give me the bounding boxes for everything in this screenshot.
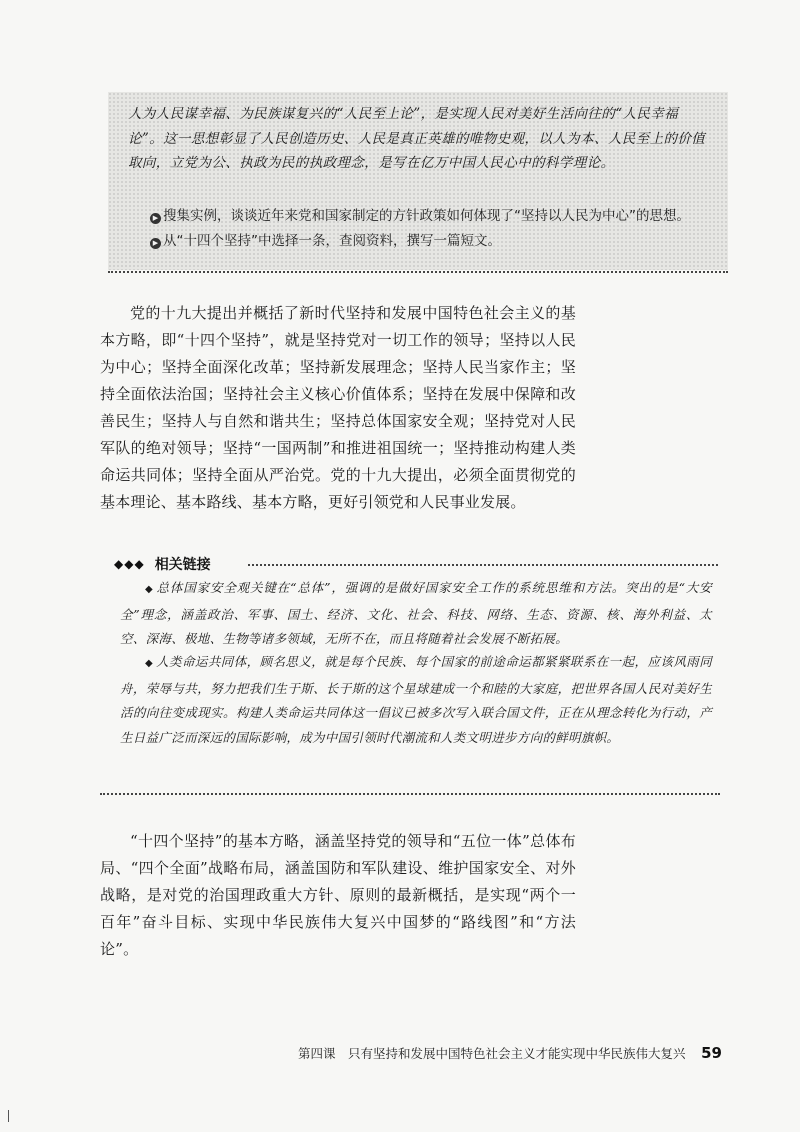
related-link-text: 人类命运共同体，顾名思义，就是每个民族、每个国家的前途命运都紧紧联系在一起，应该风雨同舟，荣辱与共，努力把我们生于斯、长于斯的这个星球建成一个和睦的大家庭，把世界各国人民对美好生活的向往变成现实。构建人类命运共同体这一倡议已被多次写入联合国文件，正在从理念转化为行动，产生日益广泛而深远的国际影响，成为中国引领时代潮流和人类文明进步方向的鲜明旗帜。 bbox=[120, 654, 712, 745]
page-number: 59 bbox=[701, 1044, 722, 1062]
second-paragraph: “十四个坚持”的基本方略，涵盖坚持党的领导和“五位一体”总体布局、“四个全面”战略布局，涵盖国防和军队建设、维护国家安全、对外战略，是对党的治国理政重大方针、原则的最新概括，是实现“两个一百年”奋斗目标、实现中华民族伟大复兴中国梦的“路线图”和“方法论”。 bbox=[100, 832, 576, 958]
discussion-box-text: 人为人民谋幸福、为民族谋复兴的“人民至上论”，是实现人民对美好生活向往的“人民幸福论”。这一思想彰显了人民创造历史、人民是真正英雄的唯物史观，以人为本、人民至上的价值取向，立党为公、执政为民的执政理念，是写在亿万中国人民心中的科学理论。 bbox=[128, 106, 706, 171]
dotted-divider bbox=[248, 564, 718, 566]
activity-text: 从“十四个坚持”中选择一条，查阅资料，撰写一篇短文。 bbox=[163, 233, 501, 249]
diamond-icon: ◆ bbox=[145, 584, 154, 595]
chapter-caption: 第四课 只有坚持和发展中国特色社会主义才能实现中华民族伟大复兴 bbox=[298, 1046, 686, 1061]
diamond-icons: ◆◆◆ bbox=[114, 557, 145, 571]
activity-item bbox=[150, 206, 710, 226]
related-link-item bbox=[120, 576, 712, 652]
arrow-right-icon: ▶ bbox=[150, 238, 161, 249]
diamond-icon: ◆ bbox=[145, 658, 154, 669]
related-link-item bbox=[120, 650, 712, 750]
related-link-text: 总体国家安全观关键在“总体”，强调的是做好国家安全工作的系统思维和方法。突出的是“大安全”理念，涵盖政治、军事、国土、经济、文化、社会、科技、网络、生态、资源、核、海外利益、太空、深海、极地、生物等诸多领域，无所不在，而且将随着社会发展不断拓展。 bbox=[120, 580, 712, 646]
main-paragraph: 党的十九大提出并概括了新时代坚持和发展中国特色社会主义的基本方略，即“十四个坚持”，就是坚持党对一切工作的领导；坚持以人民为中心；坚持全面深化改革；坚持新发展理念；坚持人民当家作主；坚持全面依法治国；坚持社会主义核心价值体系；坚持在发展中保障和改善民生；坚持人与自然和谐共生；坚持总体国家安全观；坚持党对人民军队的绝对领导；坚持“一国两制”和推进祖国统一；坚持推动构建人类命运共同体；坚持全面从严治党。党的十九大提出，必须全面贯彻党的基本理论、基本路线、基本方略，更好引领党和人民事业发展。 bbox=[100, 304, 576, 511]
page-footer bbox=[298, 1044, 722, 1062]
dotted-divider bbox=[100, 793, 720, 795]
activity-item bbox=[150, 231, 710, 251]
dotted-divider bbox=[108, 271, 728, 273]
activity-text: 搜集实例，谈谈近年来党和国家制定的方针政策如何体现了“坚持以人民为中心”的思想。 bbox=[163, 208, 690, 224]
scan-edge-mark bbox=[8, 1110, 9, 1122]
related-links-title: 相关链接 bbox=[154, 557, 211, 573]
related-links-header bbox=[114, 554, 211, 574]
arrow-right-icon: ▶ bbox=[150, 213, 161, 224]
